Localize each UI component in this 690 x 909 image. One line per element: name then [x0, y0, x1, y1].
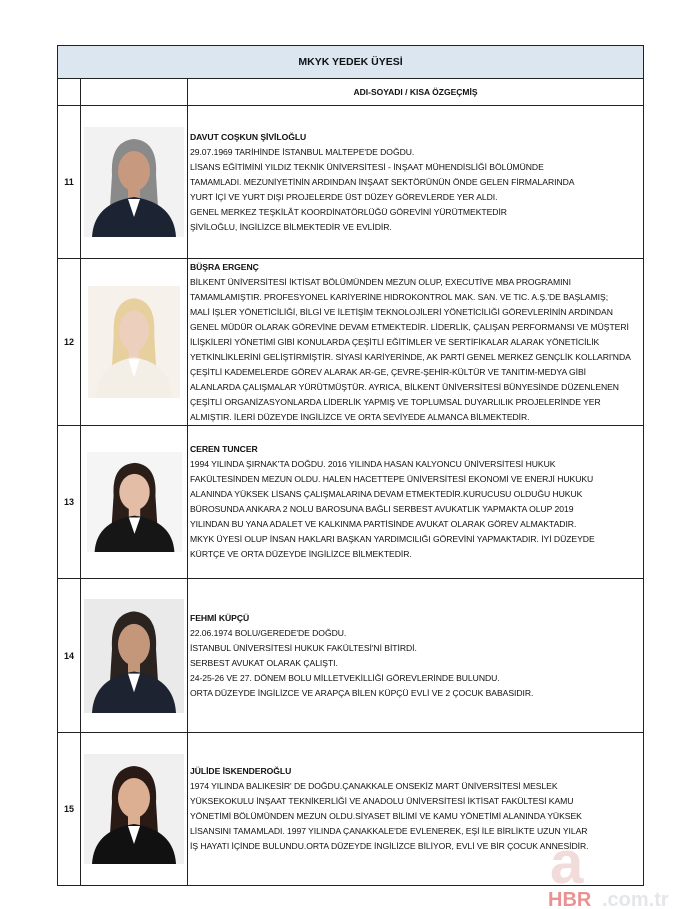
bio-line: GENEL MÜDÜR OLARAK GÖREVİNE DEVAM ETMEKTEDİR. LİDERLİK, ÇALIŞAN PERFORMANSI VE MÜŞTERİ [190, 321, 629, 332]
member-number: 11 [58, 106, 81, 259]
bio-line: MKYK ÜYESİ OLUP İNSAN HAKLARI BAŞKAN YARDIMCILIĞI GÖREVİNİ YAPMAKTADIR. İYİ DÜZEYDE [190, 534, 595, 544]
bio-line: TAMAMLADI. MEZUNİYETİNİN ARDINDAN İNŞAAT SEKTÖRÜNÜN ÖNDE GELEN FİRMALARINDA [190, 176, 575, 187]
member-photo-cell [81, 259, 188, 426]
member-photo-cell [81, 106, 188, 259]
bio-line: FAKÜLTESİNDEN MEZUN OLDU. HALEN HACETTEPE ÜNİVERSİTESİ EKONOMİ VE ENERJİ HUKUKU [190, 474, 594, 484]
member-bio [188, 426, 644, 579]
bio-line: BİLKENT ÜNİVERSİTESİ İKTİSAT BÖLÜMÜNDEN MEZUN OLUP, EXECUTİVE MBA PROGRAMINI [190, 276, 571, 287]
bio-line: YÖNETİMİ BÖLÜMÜNDEN MEZUN OLDU.SİYASET BİLİMİ VE KAMU YÖNETİMİ ALANINDA YÜKSEK [190, 811, 582, 821]
svg-text:HBR: HBR [548, 889, 592, 908]
member-photo [87, 452, 182, 552]
member-row [58, 426, 644, 579]
bio-line: İSTANBUL ÜNİVERSİTESİ HUKUK FAKÜLTESİ'Nİ BİTİRDİ. [190, 642, 417, 653]
member-number: 14 [58, 579, 81, 733]
member-bio [188, 106, 644, 259]
member-photo [84, 127, 184, 237]
bio-line: İŞ HAYATI İÇİNDE BULUNDU.ORTA DÜZEYDE İNGİLİZCE BİLİYOR, EVLİ VE BİR ÇOCUK ANNESİDİR. [190, 841, 589, 851]
member-photo [84, 754, 184, 864]
bio-line: 22.06.1974 BOLU/GEREDE'DE DOĞDU. [190, 627, 347, 638]
member-name: JÜLİDE İSKENDEROĞLU [190, 766, 292, 776]
bio-line: 29.07.1969 TARİHİNDE İSTANBUL MALTEPE'DE DOĞDU. [190, 146, 415, 157]
member-photo-cell [81, 733, 188, 886]
bio-line: ÇEŞİTLİ KADEMELERDE GÖREV ALARAK AR-GE, ÇEVRE-ŞEHİR-KÜLTÜR VE TANITIM-MEDYA GİBİ [190, 366, 587, 377]
member-photo-cell [81, 426, 188, 579]
title-row [58, 46, 644, 79]
member-row [58, 106, 644, 259]
bio-line: TAMAMLAMIŞTIR. PROFESYONEL KARİYERİNE HIDROKONTROL MAK. SAN. VE TIC. A.Ş.'DE BAŞLAMIŞ; [190, 291, 609, 302]
empty-cell [81, 79, 188, 106]
member-photo [88, 286, 180, 398]
member-bio [188, 259, 644, 426]
column-header: ADI-SOYADI / KISA ÖZGEÇMİŞ [188, 79, 644, 106]
bio-line: ALMIŞTIR. İLERİ DÜZEYDE İNGİLİZCE VE ORTA SEVİYEDE ALMANCA BİLMEKTEDİR. [190, 411, 530, 422]
empty-cell [58, 79, 81, 106]
member-name: BÜŞRA ERGENÇ [190, 261, 259, 272]
member-row [58, 579, 644, 733]
bio-line: LİSANS EĞİTİMİNİ YILDIZ TEKNİK ÜNİVERSİTESİ - İNŞAAT MÜHENDİSLİĞİ BÖLÜMÜNDE [190, 161, 544, 172]
bio-line: LİSANSINI TAMAMLADI. 1997 YILINDA ÇANAKKALE'DE EVLENEREK, EŞİ İLE BİRLİKTE UZUN YILAR [190, 826, 588, 836]
bio-line: ŞİVİLOĞLU, İNGİLİZCE BİLMEKTEDİR VE EVLİDİR. [190, 221, 392, 232]
bio-line: 1994 YILINDA ŞIRNAK'TA DOĞDU. 2016 YILINDA HASAN KALYONCU ÜNİVERSİTESİ HUKUK [190, 459, 556, 469]
bio-line: YILINDAN BU YANA ADALET VE KALKINMA PARTİSİNDE AVUKAT OLARAK GÖREV ALMAKTADIR. [190, 519, 577, 529]
bio-line: YÜKSEKOKULU İNŞAAT TEKNİKERLİĞİ VE ANADOLU ÜNİVERSİTESİ İKTİSAT FAKÜLTESİ KAMU [190, 796, 574, 806]
members-table [57, 45, 644, 886]
bio-line: 24-25-26 VE 27. DÖNEM BOLU MİLLETVEKİLLİĞİ GÖREVLERİNDE BULUNDU. [190, 672, 500, 683]
member-row [58, 259, 644, 426]
member-name: DAVUT COŞKUN ŞİVİLOĞLU [190, 131, 307, 142]
member-photo [84, 599, 184, 713]
bio-line: KÜRTÇE VE ORTA DÜZEYDE İNGİLİZCE BİLMEKTEDİR. [190, 549, 412, 559]
bio-line: YETKİNLİKLERİNİ GELİŞTİRMİŞTİR. SİYASİ KARİYERİNDE, AK PARTİ GENEL MERKEZ GENÇLİK KOLLARI'NDA [190, 351, 631, 362]
member-photo-cell [81, 579, 188, 733]
watermark-logo [540, 838, 690, 908]
member-number: 13 [58, 426, 81, 579]
member-name: FEHMİ KÜPÇÜ [190, 612, 250, 623]
member-bio [188, 579, 644, 733]
member-name: CEREN TUNCER [190, 444, 258, 454]
bio-line: SERBEST AVUKAT OLARAK ÇALIŞTI. [190, 657, 338, 668]
bio-line: İLİŞKİLERİ YÖNETİMİ GİBİ KONULARDA ÇEŞİTLİ EĞİTİMLER VE SERTİFİKALAR ALARAK YÖNETİCİLİK [190, 336, 600, 347]
table-title: MKYK YEDEK ÜYESİ [58, 46, 644, 79]
bio-line: ÇEŞİTLİ ORGANİZASYONLARDA LİDERLİK YAPMIŞ VE TOPLUMSAL DUYARLILIK PROJELERİNDE YER [190, 396, 601, 407]
bio-line: GENEL MERKEZ TEŞKİLÂT KOORDİNATÖRLÜĞÜ GÖREVİNİ YÜRÜTMEKTEDİR [190, 206, 507, 217]
bio-line: YURT İÇİ VE YURT DIŞI PROJELERDE ÜST DÜZEY GÖREVLERDE YER ALDI. [190, 191, 498, 202]
bio-line: BÜROSUNDA ANKARA 2 NOLU BAROSUNA BAĞLI SERBEST AVUKATLIK YAPMAKTA OLUP 2019 [190, 504, 574, 514]
bio-line: ORTA DÜZEYDE İNGİLİZCE VE ARAPÇA BİLEN KÜPÇÜ EVLİ VE 2 ÇOCUK BABASIDIR. [190, 687, 534, 698]
member-number: 12 [58, 259, 81, 426]
bio-line: 1974 YILINDA BALIKESİR' DE DOĞDU.ÇANAKKALE ONSEKİZ MART ÜNİVERSİTESİ MESLEK [190, 781, 558, 791]
bio-line: MALİ İŞLER YÖNETİCİLİĞİ, BİLGİ VE İLETİŞİM TEKNOLOJİLERİ YÖNETİCİLİĞİ GÖREVLERİNİN ARDINDAN [190, 306, 613, 317]
svg-text:a: a [550, 838, 584, 896]
svg-text:.com.tr: .com.tr [602, 889, 669, 908]
member-number: 15 [58, 733, 81, 886]
column-header-row [58, 79, 644, 106]
bio-line: ALANINDA YÜKSEK LİSANS ÇALIŞMALARINA DEVAM ETMEKTEDİR.KURUCUSU OLDUĞU HUKUK [190, 489, 583, 499]
bio-line: ALANLARDA ÇALIŞMALAR YÜRÜTMÜŞTÜR. AYRICA, BİLKENT ÜNİVERSİTESİ BÜNYESİNDE DÜZENLENEN [190, 381, 619, 392]
